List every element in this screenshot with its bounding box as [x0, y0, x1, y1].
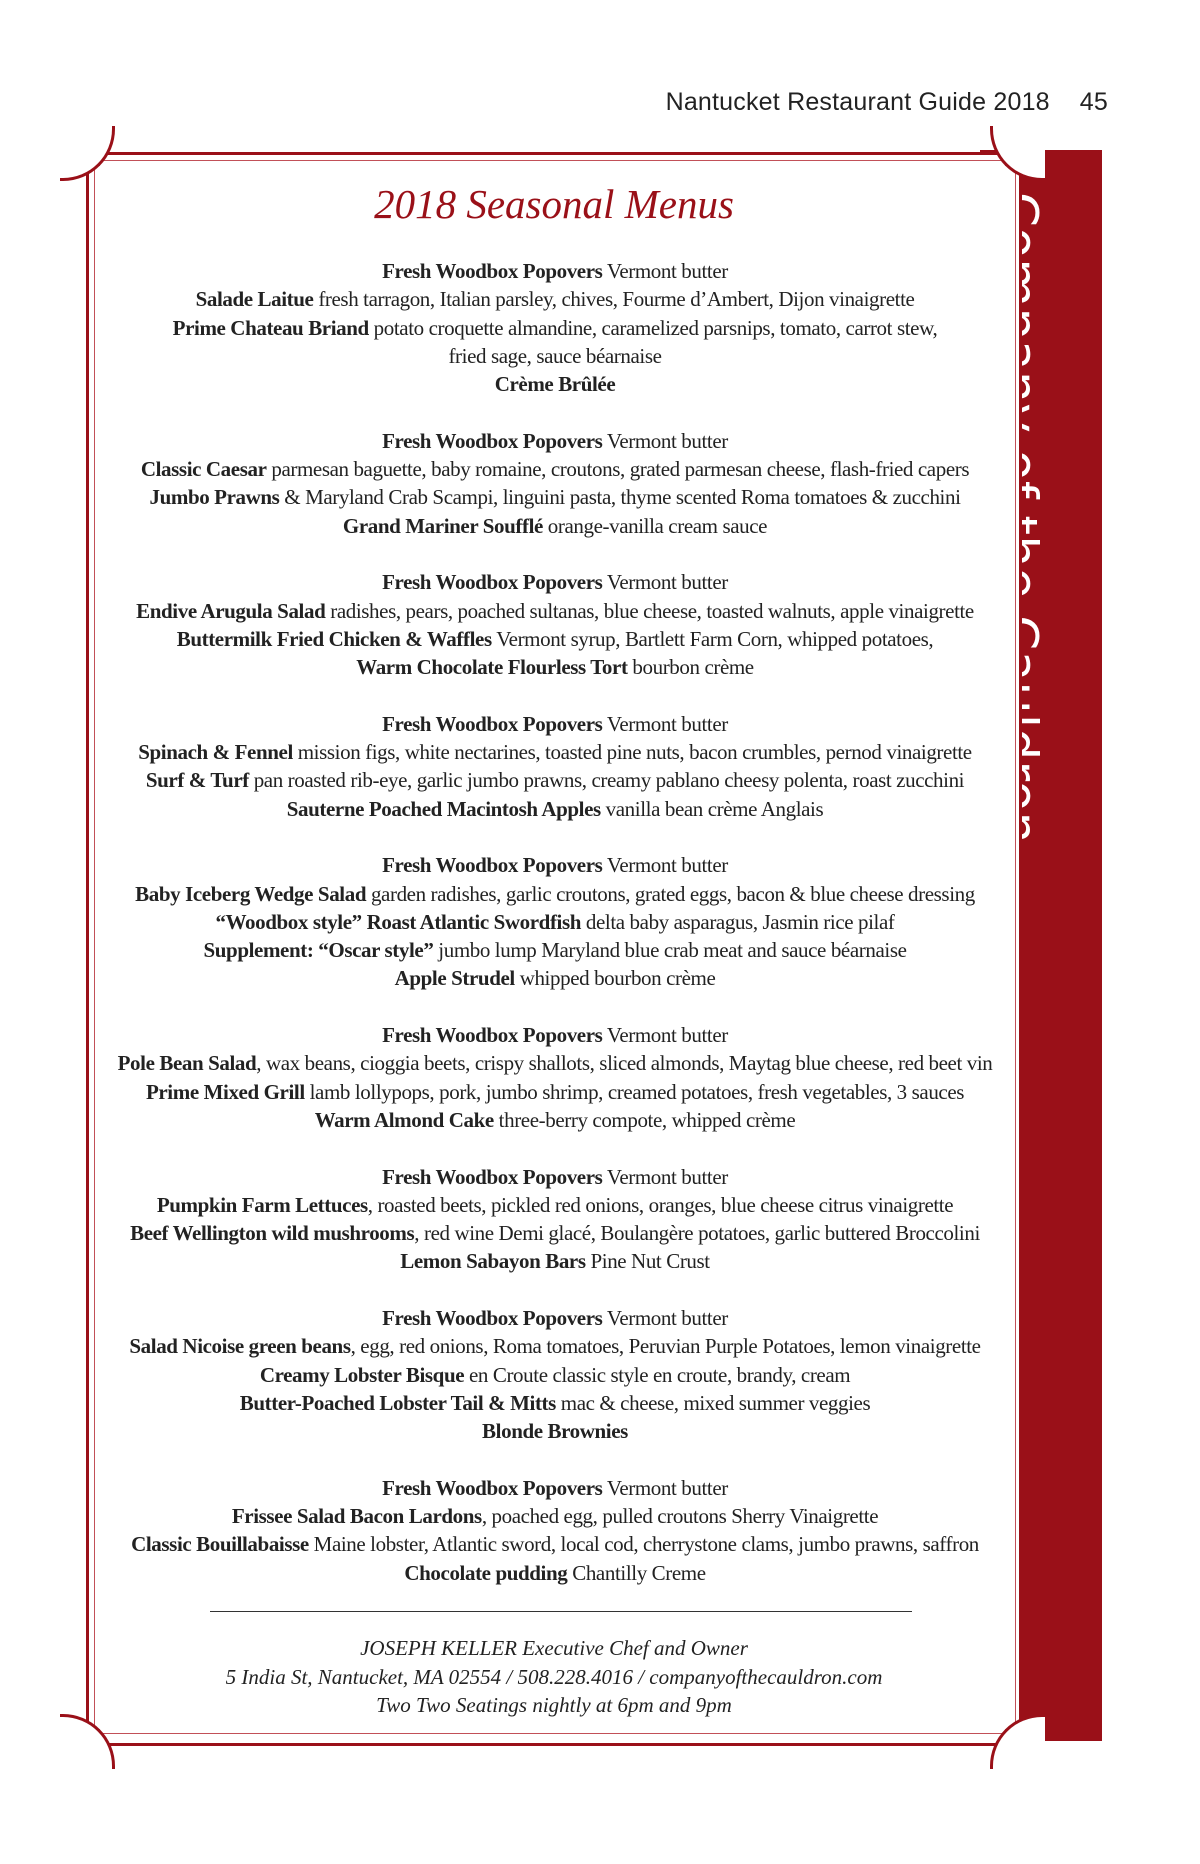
dish-description: delta baby asparagus, Jasmin rice pilaf	[581, 909, 895, 934]
dish-description: Vermont butter	[602, 1475, 728, 1500]
menu-course	[100, 568, 1010, 681]
menu-line	[100, 1106, 1010, 1134]
dish-description: , red wine Demi glacé, Boulangère potatoes, garlic buttered Broccolini	[414, 1221, 980, 1246]
menu-line	[100, 1078, 1010, 1106]
menu-course	[100, 1021, 1010, 1134]
dish-name: Chocolate pudding	[404, 1560, 568, 1585]
menu-line	[100, 1191, 1010, 1219]
dish-description: pan roasted rib-eye, garlic jumbo prawns, creamy pablano cheesy polenta, roast zucchini	[248, 768, 965, 793]
menu-line	[100, 795, 1010, 823]
dish-name: Surf & Turf	[145, 768, 249, 793]
dish-description: vanilla bean crème Anglais	[600, 796, 824, 821]
dish-name: Creamy Lobster Bisque	[259, 1362, 465, 1387]
menu-line	[100, 257, 1010, 285]
dish-name: Classic Bouillabaisse	[131, 1532, 309, 1557]
dish-description: Vermont butter	[602, 1305, 728, 1330]
menu-line	[100, 285, 1010, 313]
dish-name: Warm Chocolate Flourless Tort	[356, 655, 628, 680]
menu-line	[100, 597, 1010, 625]
guide-title: Nantucket Restaurant Guide 2018	[665, 88, 1050, 116]
menu-line	[100, 1021, 1010, 1049]
menu-line	[100, 483, 1010, 511]
dish-name: Fresh Woodbox Popovers	[382, 711, 603, 736]
menu-course	[100, 1304, 1010, 1445]
running-head	[666, 88, 1108, 117]
menu-line	[100, 738, 1010, 766]
menu-course	[100, 1474, 1010, 1587]
dish-name: Fresh Woodbox Popovers	[382, 1305, 603, 1330]
chef-credit: JOSEPH KELLER Executive Chef and Owner	[360, 1636, 748, 1660]
dish-name: Classic Caesar	[140, 457, 267, 482]
dish-description: whipped bourbon crème	[514, 966, 716, 991]
dish-description: radishes, pears, poached sultanas, blue cheese, toasted walnuts, apple vinaigrette	[325, 598, 974, 623]
menu-line	[100, 427, 1010, 455]
footer	[86, 1634, 1022, 1720]
dish-name: Fresh Woodbox Popovers	[382, 1023, 603, 1048]
menu-line	[100, 766, 1010, 794]
dish-name: Baby Iceberg Wedge Salad	[135, 881, 367, 906]
dish-name: Pole Bean Salad	[117, 1051, 257, 1076]
menu-line	[100, 1304, 1010, 1332]
dish-description: Vermont butter	[602, 853, 728, 878]
dish-description: fried sage, sauce béarnaise	[448, 343, 662, 368]
dish-name: Prime Mixed Grill	[145, 1079, 305, 1104]
menu-line	[100, 1219, 1010, 1247]
menu-course	[100, 1163, 1010, 1276]
menu-line	[100, 1417, 1010, 1445]
dish-name: Beef Wellington wild mushrooms	[130, 1221, 415, 1246]
menu-line	[100, 1389, 1010, 1417]
dish-name: Spinach & Fennel	[138, 740, 293, 765]
menu-line	[100, 964, 1010, 992]
dish-description: fresh tarragon, Italian parsley, chives, Fourme d’Ambert, Dijon vinaigrette	[313, 287, 915, 312]
dish-description: orange-vanilla cream sauce	[542, 513, 768, 538]
dish-name: Lemon Sabayon Bars	[400, 1249, 586, 1274]
dish-name: Fresh Woodbox Popovers	[382, 428, 603, 453]
dish-name: Fresh Woodbox Popovers	[382, 570, 603, 595]
menu-course	[100, 427, 1010, 540]
menu-title: 2018 Seasonal Menus	[374, 181, 734, 227]
dish-description: Vermont butter	[602, 1023, 728, 1048]
dish-description: mac & cheese, mixed summer veggies	[555, 1390, 871, 1415]
dish-description: garden radishes, garlic croutons, grated eggs, bacon & blue cheese dressing	[366, 881, 975, 906]
dish-description: potato croquette almandine, caramelized parsnips, tomato, carrot stew,	[368, 315, 938, 340]
menu-line	[100, 936, 1010, 964]
menu-course	[100, 710, 1010, 823]
dish-name: Buttermilk Fried Chicken & Waffles	[176, 626, 492, 651]
menu-line	[100, 1332, 1010, 1360]
dish-description: , poached egg, pulled croutons Sherry Vinaigrette	[481, 1504, 879, 1529]
dish-name: Sauterne Poached Macintosh Apples	[286, 796, 601, 821]
menu-line	[100, 1361, 1010, 1389]
dish-description: , wax beans, cioggia beets, crispy shallots, sliced almonds, Maytag blue cheese, red beet vin	[256, 1051, 993, 1076]
menu-line	[100, 851, 1010, 879]
menu-course	[100, 257, 1010, 398]
menu-line	[100, 455, 1010, 483]
dish-description: Chantilly Creme	[567, 1560, 706, 1585]
dish-name: Jumbo Prawns	[149, 485, 280, 510]
menu-line	[100, 370, 1010, 398]
dish-description: Vermont butter	[602, 1164, 728, 1189]
dish-description: mission figs, white nectarines, toasted pine nuts, bacon crumbles, pernod vinaigrette	[292, 740, 972, 765]
dish-name: Butter-Poached Lobster Tail & Mitts	[239, 1390, 556, 1415]
menu-line	[100, 1530, 1010, 1558]
dish-name: Pumpkin Farm Lettuces	[156, 1192, 368, 1217]
menu-line	[100, 625, 1010, 653]
menu-line	[100, 1559, 1010, 1587]
menu-line	[100, 880, 1010, 908]
dish-description: lamb lollypops, pork, jumbo shrimp, creamed potatoes, fresh vegetables, 3 sauces	[304, 1079, 965, 1104]
dish-description: Vermont butter	[602, 711, 728, 736]
dish-name: Blonde Brownies	[482, 1419, 628, 1444]
dish-name: Grand Mariner Soufflé	[342, 513, 543, 538]
dish-description: en Croute classic style en croute, brandy, cream	[464, 1362, 851, 1387]
dish-name: Endive Arugula Salad	[136, 598, 326, 623]
dish-description: , roasted beets, pickled red onions, oranges, blue cheese citrus vinaigrette	[367, 1192, 954, 1217]
dish-description: Vermont syrup, Bartlett Farm Corn, whipped potatoes,	[491, 626, 934, 651]
dish-description: Vermont butter	[602, 259, 728, 283]
dish-name: Warm Almond Cake	[314, 1107, 494, 1132]
menu-line	[100, 908, 1010, 936]
dish-name: Fresh Woodbox Popovers	[382, 853, 603, 878]
dish-name: “Woodbox style” Roast Atlantic Swordfish	[215, 909, 582, 934]
dish-name: Fresh Woodbox Popovers	[382, 1164, 603, 1189]
menu-line	[100, 1474, 1010, 1502]
menu-line	[100, 314, 1010, 342]
menu-line	[100, 568, 1010, 596]
dish-description: Maine lobster, Atlantic sword, local cod, cherrystone clams, jumbo prawns, saffron	[308, 1532, 979, 1557]
menu-line	[100, 1502, 1010, 1530]
dish-name: Salad Nicoise green beans	[129, 1334, 351, 1359]
dish-name: Fresh Woodbox Popovers	[382, 259, 603, 283]
menu-line	[100, 342, 1010, 370]
dish-description: & Maryland Crab Scampi, linguini pasta, thyme scented Roma tomatoes & zucchini	[279, 485, 961, 510]
menu-line	[100, 512, 1010, 540]
dish-name: Fresh Woodbox Popovers	[382, 1475, 603, 1500]
seasonal-menus	[100, 257, 1010, 1615]
dish-name: Crème Brûlée	[494, 372, 616, 397]
menu-line	[100, 1247, 1010, 1275]
contact-line: 5 India St, Nantucket, MA 02554 / 508.228.4016 / companyofthecauldron.com	[225, 1664, 883, 1689]
dish-description: Vermont butter	[602, 570, 728, 595]
dish-description: parmesan baguette, baby romaine, croutons, grated parmesan cheese, flash-fried capers	[266, 457, 970, 482]
dish-description: , egg, red onions, Roma tomatoes, Peruvian Purple Potatoes, lemon vinaigrette	[350, 1334, 981, 1359]
menu-line	[100, 1163, 1010, 1191]
menu-line	[100, 710, 1010, 738]
dish-description: jumbo lump Maryland blue crab meat and sauce béarnaise	[433, 938, 907, 963]
seatings-line: Two Two Seatings nightly at 6pm and 9pm	[376, 1693, 732, 1717]
menu-line	[100, 653, 1010, 681]
dish-name: Apple Strudel	[394, 966, 515, 991]
menu-course	[100, 851, 1010, 992]
dish-name: Salade Laitue	[195, 287, 314, 312]
dish-description: Vermont butter	[602, 428, 728, 453]
dish-description: Pine Nut Crust	[585, 1249, 710, 1274]
dish-description: three-berry compote, whipped crème	[493, 1107, 796, 1132]
page-number: 45	[1079, 88, 1108, 116]
dish-name: Supplement: “Oscar style”	[203, 938, 434, 963]
footer-divider	[210, 1611, 912, 1612]
dish-name: Frissee Salad Bacon Lardons	[231, 1504, 482, 1529]
dish-name: Prime Chateau Briand	[172, 315, 369, 340]
menu-line	[100, 1049, 1010, 1077]
dish-description: bourbon crème	[627, 655, 754, 680]
